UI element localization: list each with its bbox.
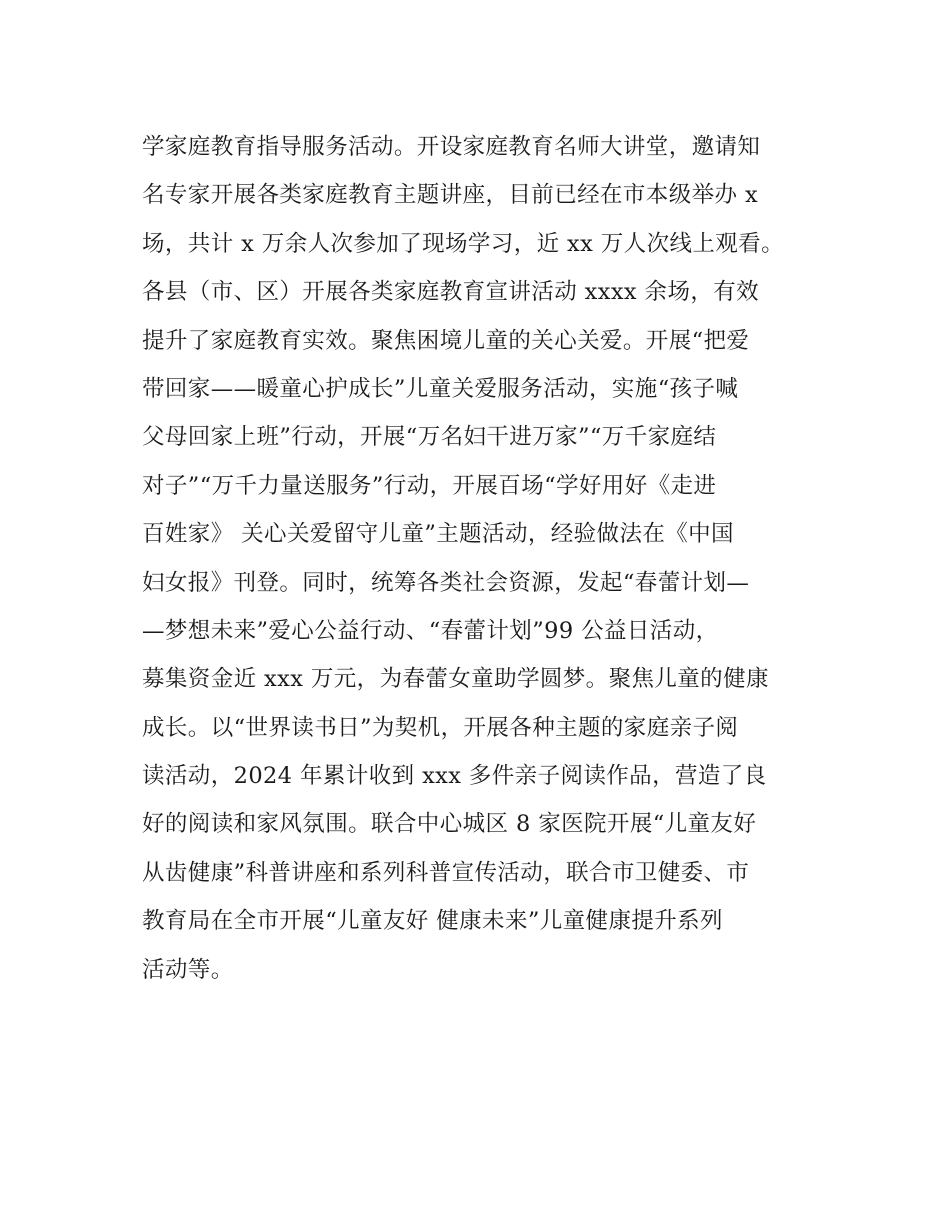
text-line: 场，共计 x 万余人次参加了现场学习，近 xx 万人次线上观看。 <box>142 230 784 257</box>
text-line: —梦想未来”爱心公益行动、“春蕾计划”99 公益日活动， <box>142 617 719 644</box>
text-line: 募集资金近 xxx 万元，为春蕾女童助学圆梦。聚焦儿童的健康 <box>142 666 769 693</box>
text-line: 好的阅读和家风氛围。联合中心城区 8 家医院开展“儿童友好 <box>142 811 757 838</box>
text-line: 父母回家上班”行动，开展“万名妇干进万家”“万千家庭结 <box>142 424 717 451</box>
text-line: 提升了家庭教育实效。聚焦困境儿童的关心关爱。开展“把爱 <box>142 327 750 354</box>
text-line: 活动等。 <box>142 956 234 983</box>
text-line: 各县（市、区）开展各类家庭教育宣讲活动 xxxx 余场，有效 <box>142 279 760 306</box>
body-paragraph <box>142 123 822 994</box>
text-line: 百姓家》 关心关爱留守儿童”主题活动，经验做法在《中国 <box>142 521 734 548</box>
text-line: 名专家开展各类家庭教育主题讲座，目前已经在市本级举办 x <box>142 182 759 209</box>
text-line: 教育局在全市开展“儿童友好 健康未来”儿童健康提升系列 <box>142 908 723 935</box>
text-line: 成长。以“世界读书日”为契机，开展各种主题的家庭亲子阅 <box>142 714 739 741</box>
text-line: 读活动，2024 年累计收到 xxx 多件亲子阅读作品，营造了良 <box>142 763 767 790</box>
text-line: 学家庭教育指导服务活动。开设家庭教育名师大讲堂，邀请知 <box>142 134 761 160</box>
text-line: 妇女报》刊登。同时，统筹各类社会资源，发起“春蕾计划— <box>142 569 750 596</box>
text-line: 对子”“万千力量送服务”行动，开展百场“学好用好《走进 <box>142 472 717 499</box>
text-line: 带回家——暖童心护成长”儿童关爱服务活动，实施“孩子喊 <box>142 375 739 402</box>
text-line: 从齿健康”科普讲座和系列科普宣传活动，联合市卫健委、市 <box>142 859 750 886</box>
